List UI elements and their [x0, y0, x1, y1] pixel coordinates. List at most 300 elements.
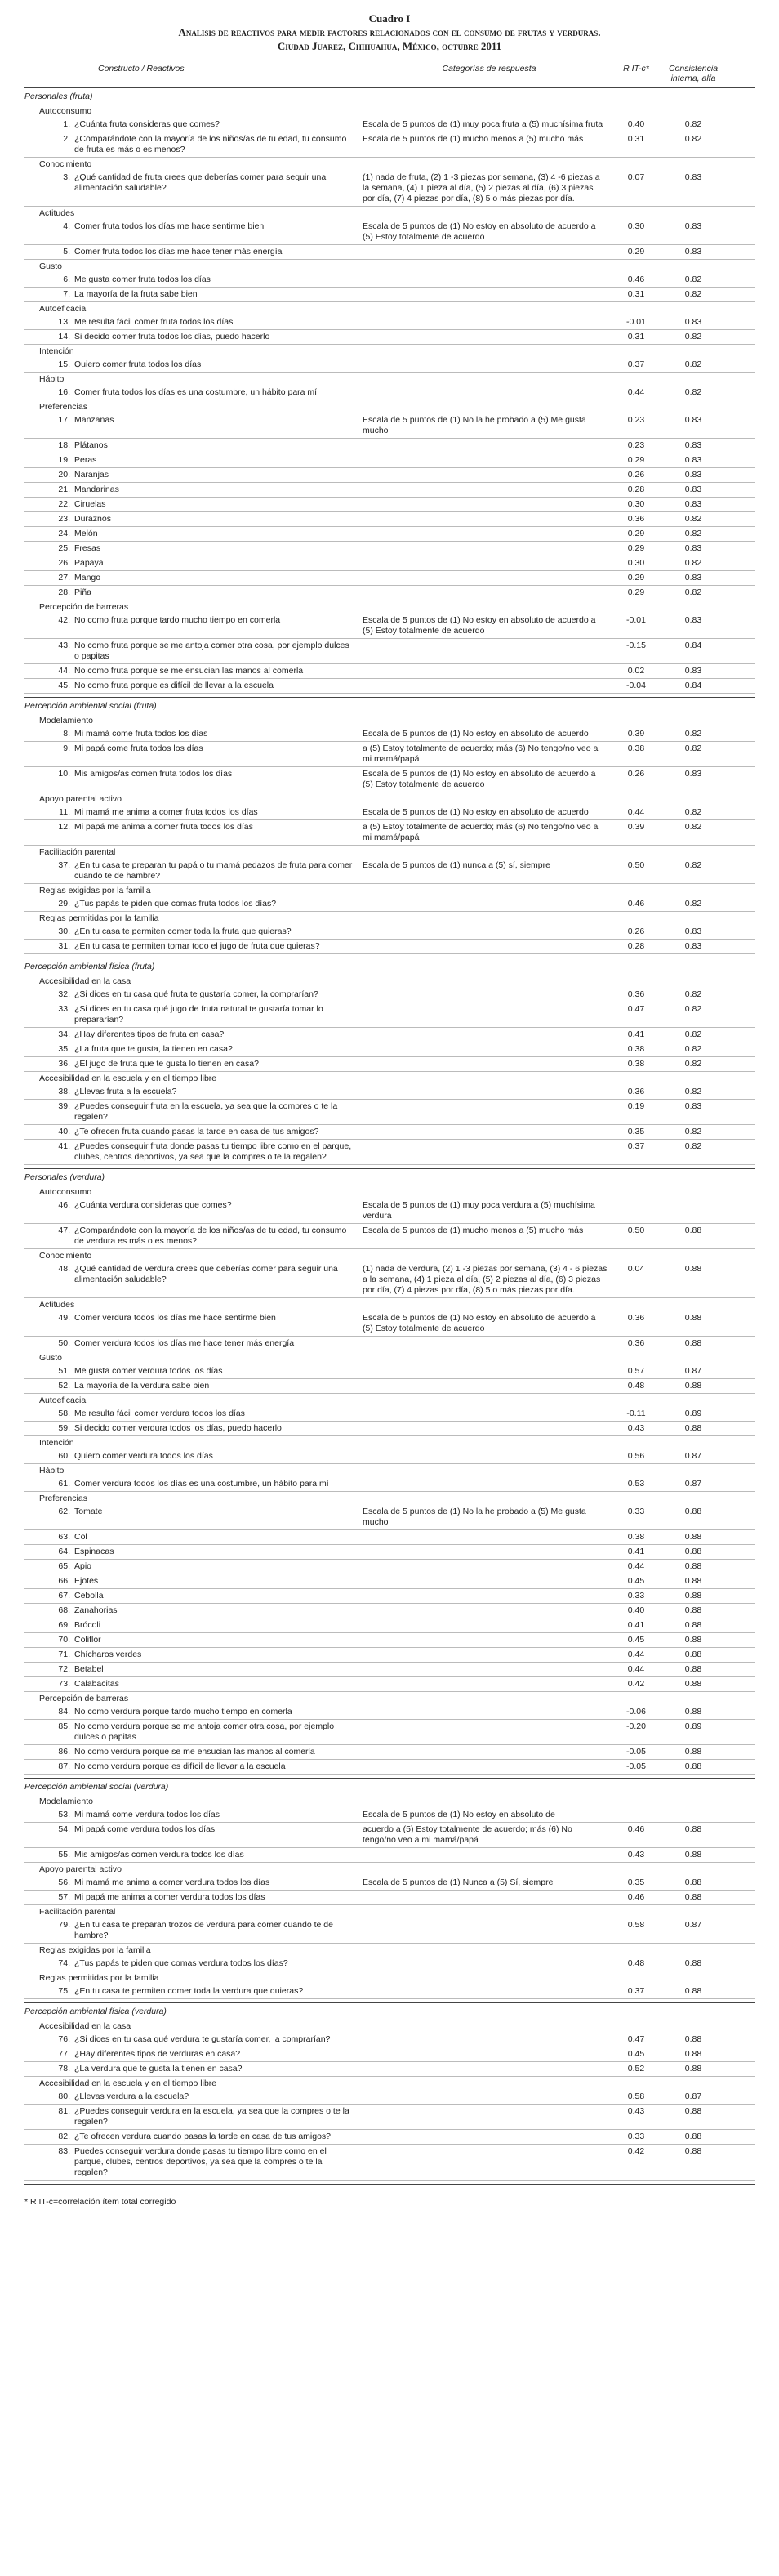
table-row [24, 2145, 755, 2181]
table-row [24, 439, 755, 453]
item-text: Si decido comer fruta todos los días, puedo hacerlo [74, 332, 270, 342]
item-text: No como fruta porque se me ensucian las manos al comerla [74, 666, 304, 676]
response-category: Escala de 5 puntos de (1) nunca a (5) sí, siempre [363, 860, 550, 870]
response-category: Escala de 5 puntos de (1) No la he probado a (5) Me gusta mucho [363, 415, 586, 435]
construct-label: Intención [39, 346, 74, 356]
rit-value: 0.40 [627, 119, 645, 129]
item-text: Chícharos verdes [74, 1650, 142, 1659]
item-text: Comer fruta todos los días es una costumbre, un hábito para mí [74, 387, 318, 397]
alpha-value: 0.83 [684, 666, 702, 676]
item-text: Mi papá me anima a comer verdura todos los días [74, 1892, 265, 1902]
rit-value: 0.29 [627, 587, 645, 597]
response-category [363, 317, 616, 328]
item-cell [24, 1850, 363, 1860]
item-cell [24, 2106, 363, 2127]
item-number: 31. [58, 941, 70, 951]
rit-value: -0.05 [626, 1761, 646, 1771]
item-text: Mi papá come fruta todos los días [74, 743, 203, 753]
rit-value: 0.19 [627, 1101, 645, 1111]
table-row [24, 1705, 755, 1720]
rit-value: 0.46 [627, 1892, 645, 1902]
response-category [363, 2132, 616, 2142]
construct-label: Modelamiento [39, 1797, 93, 1806]
table-row [24, 1379, 755, 1394]
item-text: Mi mamá me anima a comer fruta todos los días [74, 807, 258, 817]
rit-value: 0.50 [627, 1225, 645, 1235]
alpha-value: 0.87 [684, 1366, 702, 1376]
rit-value: 0.42 [627, 2146, 645, 2156]
item-text: ¿Comparándote con la mayoría de los niños/as de tu edad, tu consumo de fruta es más o es menos? [74, 134, 347, 154]
table-row [24, 1633, 755, 1648]
item-text: Coliflor [74, 1635, 101, 1645]
alpha-value: 0.82 [684, 558, 702, 568]
rit-value: 0.36 [627, 1087, 645, 1096]
alpha-value: 0.83 [684, 455, 702, 465]
table-row [24, 1002, 755, 1028]
rit-value: 0.26 [627, 926, 645, 936]
table-row [24, 2130, 755, 2145]
item-number: 4. [63, 221, 70, 231]
alpha-value: 0.88 [684, 1761, 702, 1771]
construct-label: Facilitación parental [39, 847, 116, 857]
construct-label: Accesibilidad en la casa [39, 2021, 131, 2031]
item-cell [24, 1877, 363, 1888]
item-number: 37. [58, 860, 70, 870]
item-number: 25. [58, 543, 70, 553]
response-category [363, 2092, 616, 2102]
response-category [363, 1561, 616, 1572]
rit-value: 0.46 [627, 1824, 645, 1834]
table-row [24, 1848, 755, 1863]
rit-value: 0.58 [627, 2092, 645, 2101]
table-row [24, 586, 755, 600]
table-number: Cuadro I [368, 12, 411, 25]
construct-label: Gusto [39, 261, 63, 271]
item-text: Me gusta comer fruta todos los días [74, 275, 211, 284]
item-cell [24, 484, 363, 495]
table-row [24, 1199, 755, 1224]
alpha-value: 0.88 [684, 2049, 702, 2059]
item-cell [24, 1423, 363, 1434]
item-number: 61. [58, 1479, 70, 1489]
item-number: 79. [58, 1920, 70, 1930]
item-text: ¿Hay diferentes tipos de verduras en casa? [74, 2049, 241, 2059]
response-category [363, 1650, 616, 1660]
table-header [24, 60, 755, 88]
section-title: Percepción ambiental física (fruta) [24, 962, 155, 971]
rit-value: 0.29 [627, 247, 645, 257]
rit-value: 0.43 [627, 1423, 645, 1433]
construct-label: Actitudes [39, 1300, 75, 1310]
rit-value: 0.58 [627, 1920, 645, 1930]
alpha-value: 0.83 [684, 926, 702, 936]
alpha-value: 0.88 [684, 1605, 702, 1615]
item-text: Ejotes [74, 1576, 99, 1586]
alpha-value: 0.88 [684, 1747, 702, 1757]
table-row [24, 171, 755, 207]
item-number: 33. [58, 1004, 70, 1014]
item-number: 45. [58, 681, 70, 690]
construct-label: Apoyo parental activo [39, 794, 122, 804]
response-category [363, 543, 616, 554]
item-number: 46. [58, 1200, 70, 1210]
construct-label: Percepción de barreras [39, 602, 129, 612]
table-row [24, 358, 755, 373]
item-number: 84. [58, 1707, 70, 1717]
item-number: 17. [58, 415, 70, 425]
item-number: 50. [58, 1338, 70, 1348]
alpha-value: 0.87 [684, 1920, 702, 1930]
item-text: ¿Tus papás te piden que comas fruta todos los días? [74, 899, 277, 909]
table-row [24, 1618, 755, 1633]
alpha-value: 0.82 [684, 807, 702, 817]
alpha-value: 0.82 [684, 822, 702, 832]
item-text: ¿Puedes conseguir verdura en la escuela, ya sea que la compres o te la regalen? [74, 2106, 349, 2127]
construct-label: Accesibilidad en la escuela y en el tiempo libre [39, 2078, 217, 2088]
rit-value: -0.01 [626, 615, 646, 625]
item-text: Piña [74, 587, 92, 597]
rit-value: 0.33 [627, 2132, 645, 2141]
item-text: ¿La verdura que te gusta la tienen en casa? [74, 2064, 243, 2074]
item-number: 10. [58, 769, 70, 779]
item-text: ¿Llevas fruta a la escuela? [74, 1087, 177, 1096]
rit-value: 0.50 [627, 860, 645, 870]
item-number: 66. [58, 1576, 70, 1586]
response-category [363, 1707, 616, 1717]
item-number: 57. [58, 1892, 70, 1902]
response-category [363, 1664, 616, 1675]
item-cell [24, 289, 363, 300]
item-number: 43. [58, 641, 70, 650]
table-row [24, 1574, 755, 1589]
item-cell [24, 1561, 363, 1572]
item-number: 82. [58, 2132, 70, 2141]
response-category [363, 1576, 616, 1587]
item-text: ¿Cuánta fruta consideras que comes? [74, 119, 220, 129]
table-row [24, 498, 755, 512]
construct-label: Autoeficacia [39, 1395, 87, 1405]
section-title: Percepción ambiental física (verdura) [24, 2007, 167, 2016]
response-category: Escala de 5 puntos de (1) No la he probado a (5) Me gusta mucho [363, 1507, 586, 1527]
response-category [363, 1101, 616, 1123]
table-row [24, 1449, 755, 1464]
rit-value: 0.42 [627, 1679, 645, 1689]
item-text: Cebolla [74, 1591, 104, 1601]
table-row [24, 1648, 755, 1663]
item-cell [24, 1547, 363, 1557]
item-text: ¿Si dices en tu casa qué jugo de fruta natural te gustaría tomar lo prepararían? [74, 1004, 323, 1025]
section-title: Percepción ambiental social (fruta) [24, 701, 157, 711]
construct-label: Autoconsumo [39, 106, 92, 116]
item-number: 86. [58, 1747, 70, 1757]
table-body [24, 88, 755, 2185]
table-row [24, 288, 755, 302]
item-number: 64. [58, 1547, 70, 1556]
item-number: 5. [63, 247, 70, 257]
item-number: 7. [63, 289, 70, 299]
alpha-value: 0.88 [684, 2146, 702, 2156]
rit-value: 0.29 [627, 573, 645, 583]
rit-value: 0.41 [627, 1029, 645, 1039]
table-row [24, 1140, 755, 1165]
item-text: ¿Si dices en tu casa qué fruta te gustaría comer, la comprarían? [74, 989, 318, 999]
rit-value: 0.37 [627, 359, 645, 369]
alpha-value: 0.88 [684, 1225, 702, 1235]
rit-value: 0.31 [627, 289, 645, 299]
alpha-value: 0.83 [684, 573, 702, 583]
item-number: 51. [58, 1366, 70, 1376]
table-row [24, 483, 755, 498]
table-row [24, 988, 755, 1002]
rit-value: 0.47 [627, 2034, 645, 2044]
response-category [363, 641, 616, 662]
alpha-value: 0.84 [684, 681, 702, 690]
item-number: 78. [58, 2064, 70, 2074]
item-text: No como fruta porque es difícil de llevar a la escuela [74, 681, 274, 690]
response-category [363, 941, 616, 952]
alpha-value: 0.82 [684, 729, 702, 739]
item-cell [24, 1920, 363, 1941]
construct-label: Modelamiento [39, 716, 93, 725]
rit-value: 0.31 [627, 332, 645, 342]
header-response-categories: Categorías de respuesta [442, 64, 536, 74]
item-number: 62. [58, 1507, 70, 1516]
section-title: Percepción ambiental social (verdura) [24, 1782, 169, 1792]
rit-value: 0.23 [627, 440, 645, 450]
item-number: 87. [58, 1761, 70, 1771]
table-row [24, 1604, 755, 1618]
table-row [24, 245, 755, 260]
table-row [24, 679, 755, 694]
item-cell [24, 666, 363, 676]
item-cell [24, 415, 363, 436]
table-row [24, 1407, 755, 1422]
alpha-value: 0.83 [684, 247, 702, 257]
item-cell [24, 989, 363, 1000]
item-cell [24, 455, 363, 466]
item-cell [24, 1650, 363, 1660]
response-category [363, 1004, 616, 1025]
item-cell [24, 1824, 363, 1846]
item-text: No como verdura porque se me antoja comer otra cosa, por ejemplo dulces o papitas [74, 1721, 335, 1742]
construct-label: Preferencias [39, 402, 87, 412]
item-cell [24, 2064, 363, 2074]
alpha-value: 0.82 [684, 359, 702, 369]
response-category [363, 587, 616, 598]
table-section [24, 1169, 755, 1779]
alpha-value: 0.83 [684, 941, 702, 951]
item-text: ¿En tu casa te permiten comer toda la verdura que quieras? [74, 1986, 304, 1996]
alpha-value: 0.88 [684, 1423, 702, 1433]
response-category: Escala de 5 puntos de (1) No estoy en absoluto de acuerdo [363, 729, 589, 739]
response-category [363, 275, 616, 285]
rit-value: 0.31 [627, 134, 645, 144]
response-category [363, 455, 616, 466]
header-construct: Constructo / Reactivos [98, 64, 185, 74]
item-cell [24, 1059, 363, 1069]
table-section [24, 1779, 755, 2003]
rit-value: 0.44 [627, 387, 645, 397]
response-category [363, 558, 616, 569]
item-text: Betabel [74, 1664, 104, 1674]
item-number: 81. [58, 2106, 70, 2116]
rit-value: -0.05 [626, 1747, 646, 1757]
item-text: Fresas [74, 543, 101, 553]
table-row [24, 1823, 755, 1848]
alpha-value: 0.83 [684, 221, 702, 231]
alpha-value: 0.88 [684, 1664, 702, 1674]
rit-value: 0.36 [627, 989, 645, 999]
table-section [24, 2003, 755, 2185]
alpha-value: 0.88 [684, 1313, 702, 1323]
response-category [363, 1620, 616, 1631]
table-row [24, 806, 755, 820]
item-cell [24, 1338, 363, 1349]
alpha-value: 0.83 [684, 1101, 702, 1111]
alpha-value: 0.88 [684, 1591, 702, 1601]
item-number: 80. [58, 2092, 70, 2101]
item-number: 28. [58, 587, 70, 597]
item-number: 71. [58, 1650, 70, 1659]
alpha-value: 0.83 [684, 317, 702, 327]
response-category [363, 1479, 616, 1489]
rit-value: -0.15 [626, 641, 646, 650]
item-cell [24, 440, 363, 451]
rit-value [616, 1200, 657, 1221]
rit-value: 0.26 [627, 470, 645, 480]
table-row [24, 571, 755, 586]
construct-label: Facilitación parental [39, 1907, 116, 1917]
item-cell [24, 769, 363, 790]
alpha-value: 0.82 [684, 1059, 702, 1069]
item-cell [24, 1141, 363, 1163]
rit-value: 0.47 [627, 1004, 645, 1014]
rit-value: 0.38 [627, 1532, 645, 1542]
rit-value: 0.37 [627, 1986, 645, 1996]
item-cell [24, 822, 363, 843]
item-cell [24, 1958, 363, 1969]
item-text: Papaya [74, 558, 104, 568]
item-cell [24, 1366, 363, 1377]
alpha-value: 0.83 [684, 172, 702, 182]
response-category [363, 1366, 616, 1377]
table-row [24, 273, 755, 288]
table-row [24, 1876, 755, 1891]
construct-label: Percepción de barreras [39, 1694, 129, 1703]
table-location: Ciudad Juarez, Chihuahua, México, octubre 2011 [277, 40, 502, 52]
item-cell [24, 119, 363, 130]
item-text: Quiero comer verdura todos los días [74, 1451, 213, 1461]
alpha-value: 0.88 [684, 1824, 702, 1834]
alpha-value: 0.89 [684, 1721, 702, 1731]
item-text: No como verdura porque tardo mucho tiempo en comerla [74, 1707, 292, 1717]
item-cell [24, 1635, 363, 1645]
rit-value: 0.07 [627, 172, 645, 182]
item-text: Zanahorias [74, 1605, 118, 1615]
response-category: Escala de 5 puntos de (1) muy poca verdura a (5) muchísima verdura [363, 1200, 595, 1221]
table-section [24, 88, 755, 698]
alpha-value: 0.83 [684, 415, 702, 425]
table-row [24, 1364, 755, 1379]
item-number: 32. [58, 989, 70, 999]
item-number: 36. [58, 1059, 70, 1069]
alpha-value: 0.88 [684, 1507, 702, 1516]
item-text: Comer fruta todos los días me hace tener más energía [74, 247, 283, 257]
rit-value: 0.41 [627, 1547, 645, 1556]
response-category [363, 1679, 616, 1690]
alpha-value: 0.82 [684, 587, 702, 597]
item-cell [24, 317, 363, 328]
item-number: 34. [58, 1029, 70, 1039]
table-row [24, 1745, 755, 1760]
response-category [363, 514, 616, 525]
response-category [363, 387, 616, 398]
alpha-value [657, 1810, 730, 1820]
response-category [363, 1381, 616, 1391]
response-category [363, 1850, 616, 1860]
alpha-value: 0.82 [684, 1087, 702, 1096]
table-row [24, 1720, 755, 1745]
item-text: Mi papá me anima a comer fruta todos los días [74, 822, 253, 832]
rit-value: 0.23 [627, 415, 645, 425]
item-cell [24, 1605, 363, 1616]
item-number: 74. [58, 1958, 70, 1968]
response-category [363, 666, 616, 676]
rit-value: 0.40 [627, 1605, 645, 1615]
response-category: Escala de 5 puntos de (1) Nunca a (5) Sí, siempre [363, 1877, 554, 1887]
rit-value: 0.43 [627, 1850, 645, 1859]
alpha-value: 0.83 [684, 769, 702, 779]
response-category [363, 1721, 616, 1743]
item-number: 19. [58, 455, 70, 465]
alpha-value: 0.82 [684, 514, 702, 524]
response-category: Escala de 5 puntos de (1) No estoy en absoluto de acuerdo a (5) Estoy totalmente de acuerdo [363, 615, 596, 636]
item-text: ¿Puedes conseguir fruta donde pasas tu tiempo libre como en el parque, clubes, centros deportivos, ya sea que la compres o te la regalen? [74, 1141, 352, 1162]
item-cell [24, 247, 363, 257]
item-text: Mis amigos/as comen verdura todos los días [74, 1850, 244, 1859]
item-text: ¿Qué cantidad de verdura crees que deberías comer para seguir una alimentación saludable? [74, 1264, 338, 1284]
item-number: 70. [58, 1635, 70, 1645]
item-cell [24, 1264, 363, 1296]
item-text: ¿En tu casa te preparan trozos de verdura para comer cuando te de hambre? [74, 1920, 333, 1940]
item-text: Mango [74, 573, 101, 583]
alpha-value: 0.89 [684, 1409, 702, 1418]
rit-value: -0.20 [626, 1721, 646, 1731]
response-category [363, 332, 616, 342]
item-cell [24, 1409, 363, 1419]
table-row [24, 897, 755, 912]
item-cell [24, 1200, 363, 1221]
alpha-value: 0.88 [684, 1620, 702, 1630]
response-category [363, 1920, 616, 1941]
construct-label: Intención [39, 1438, 74, 1448]
item-number: 14. [58, 332, 70, 342]
item-number: 18. [58, 440, 70, 450]
item-number: 9. [63, 743, 70, 753]
table-row [24, 413, 755, 439]
item-cell [24, 1029, 363, 1040]
alpha-value: 0.83 [684, 440, 702, 450]
table-section [24, 958, 755, 1169]
response-category: a (5) Estoy totalmente de acuerdo; más (6) No tengo/no veo a mi mamá/papá [363, 743, 599, 764]
item-number: 29. [58, 899, 70, 909]
item-number: 2. [63, 134, 70, 144]
rit-value: 0.38 [627, 743, 645, 753]
table-row [24, 925, 755, 940]
alpha-value: 0.83 [684, 499, 702, 509]
item-number: 3. [63, 172, 70, 182]
item-cell [24, 1225, 363, 1247]
